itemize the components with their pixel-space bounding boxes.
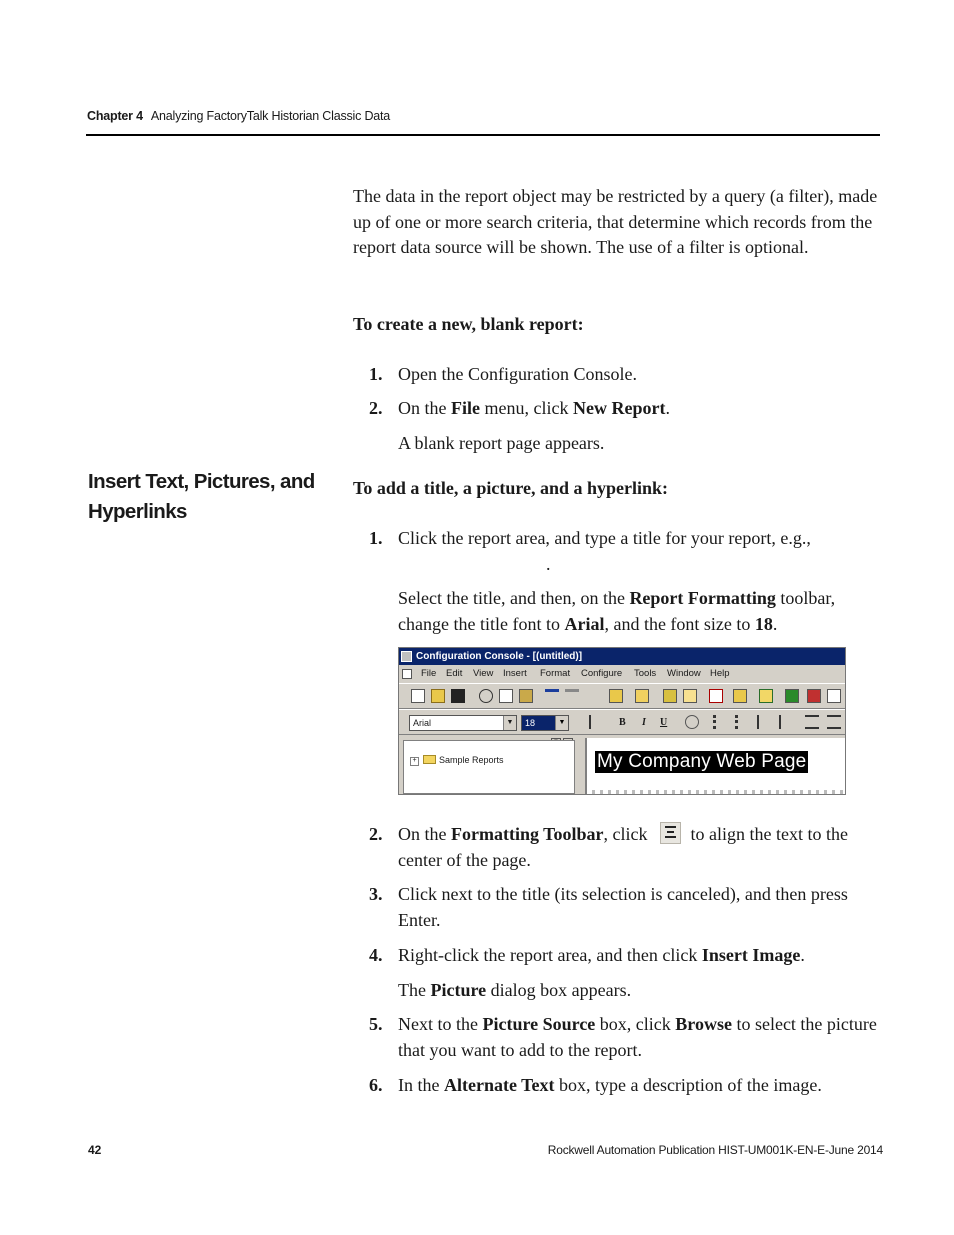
document-icon [402,669,412,679]
step-text: Click next to the title (its selection is canceled), and then press Enter. [398,884,848,930]
find-icon[interactable] [685,715,699,729]
font-select[interactable]: Arial ▼ [409,715,517,731]
report-icon[interactable] [609,689,623,703]
step-text: Open the Configuration Console. [398,364,637,384]
chevron-down-icon: ▼ [503,716,516,730]
intro-paragraph: The data in the report object may be restricted by a query (a filter), made up of one or more search criteria, that determine which records from the report data source will be shown. The use of a filter is optional. [353,186,878,258]
bold-button[interactable]: B [619,717,626,728]
outdent-icon[interactable] [757,715,771,729]
menu-format[interactable]: Format [540,668,571,679]
list-icon[interactable] [785,689,799,703]
step-number: 4. [369,945,383,965]
step-text: On the Formatting Toolbar, click to align the text to the center of the page. [398,824,848,870]
chevron-down-icon: ▼ [555,716,568,730]
report-title[interactable]: My Company Web Page [597,751,807,772]
menu-help[interactable]: Help [710,668,730,679]
menu-edit[interactable]: Edit [446,668,463,679]
step-number: 1. [369,528,383,548]
copy-icon[interactable] [499,689,513,703]
tree-item[interactable]: + Sample Reports [410,755,504,766]
page-number: 42 [88,1143,102,1157]
expand-icon[interactable]: + [410,757,419,766]
query-icon[interactable] [683,689,697,703]
menu-insert[interactable]: Insert [503,668,527,679]
publication-info: Rockwell Automation Publication HIST-UM001K-EN-E-June 2014 [547,1143,883,1157]
align-left-icon[interactable] [805,715,819,729]
report-area[interactable] [585,738,846,795]
report-tree [403,740,575,794]
procedure-heading-title-picture: To add a title, a picture, and a hyperlink: [353,478,669,498]
step-result-text: A blank report page appears. [398,433,605,453]
save-icon[interactable] [451,689,465,703]
calendar-icon[interactable] [733,689,747,703]
redo-icon[interactable] [565,689,579,703]
home-icon[interactable] [635,689,649,703]
chart-icon[interactable] [807,689,821,703]
server-icon[interactable] [759,689,773,703]
wand-icon[interactable] [663,689,677,703]
step-number: 1. [369,364,383,384]
tag-icon[interactable] [709,689,723,703]
step-text-end: . [546,554,551,574]
step-text: On the File menu, click New Report. [398,398,670,418]
new-icon[interactable] [411,689,425,703]
folder-icon [423,755,436,764]
menu-window[interactable]: Window [667,668,701,679]
bullet-list-icon[interactable] [735,715,749,729]
chapter-title: Analyzing FactoryTalk Historian Classic Data [150,109,391,123]
menu-configure[interactable]: Configure [581,668,623,679]
cut-icon[interactable] [479,689,493,703]
torn-edge [587,790,846,795]
section-heading: Insert Text, Pictures, and Hyperlinks [88,470,315,523]
style-icon[interactable] [589,715,603,729]
running-header [87,109,880,123]
step-number: 5. [369,1014,383,1034]
step-text: In the Alternate Text box, type a description of the image. [398,1075,822,1095]
console-screenshot [398,647,846,795]
align-center-icon[interactable] [827,715,841,729]
menu-file[interactable]: File [421,668,437,679]
menu-view[interactable]: View [473,668,494,679]
window-titlebar [399,648,845,665]
chapter-label: Chapter 4 [87,109,143,123]
window-title: Configuration Console - [(untitled)] [416,651,583,662]
italic-button[interactable]: I [642,717,646,728]
step-format-title-text: Select the title, and then, on the Report Formatting toolbar, change the title font to Arial, and the font size to 18. [398,588,836,634]
step-text: Next to the Picture Source box, click Browse to select the picture that you want to add to the report. [398,1014,877,1060]
align-center-icon [660,822,681,844]
step-number: 2. [369,824,383,844]
procedure-heading-new-report: To create a new, blank report: [353,314,584,334]
menu-tools[interactable]: Tools [634,668,657,679]
paste-icon[interactable] [519,689,533,703]
indent-icon[interactable] [779,715,793,729]
undo-icon[interactable] [545,689,559,703]
step-result-text: The Picture dialog box appears. [398,980,632,1000]
step-number: 6. [369,1075,383,1095]
formatting-toolbar [399,709,845,735]
app-icon [401,651,412,662]
standard-toolbar [399,683,845,709]
step-text: Click the report area, and type a title for your report, e.g., [398,528,811,548]
menu-bar [399,666,845,682]
font-size-select[interactable]: 18 ▼ [521,715,569,731]
numbered-list-icon[interactable] [713,715,727,729]
trend-icon[interactable] [827,689,841,703]
open-icon[interactable] [431,689,445,703]
underline-button[interactable]: U [660,717,668,728]
step-number: 3. [369,884,383,904]
step-text: Right-click the report area, and then click Insert Image. [398,945,805,965]
header-rule [86,134,880,136]
step-number: 2. [369,398,383,418]
